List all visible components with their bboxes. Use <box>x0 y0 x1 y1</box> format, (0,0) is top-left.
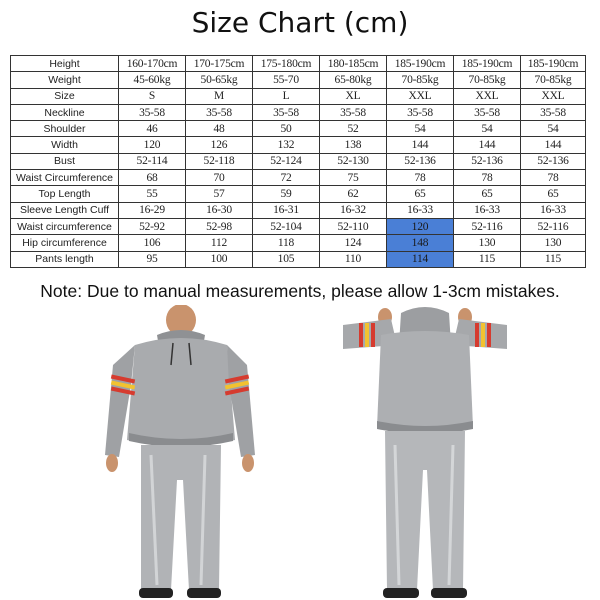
table-cell: 70-85kg <box>521 72 586 88</box>
table-cell: 144 <box>387 137 454 153</box>
table-cell: 115 <box>521 251 586 267</box>
table-cell: 55-70 <box>253 72 320 88</box>
product-photo-back <box>335 305 515 600</box>
table-cell: 35-58 <box>454 104 521 120</box>
table-cell: M <box>186 88 253 104</box>
table-cell: 35-58 <box>253 104 320 120</box>
table-cell: 105 <box>253 251 320 267</box>
table-cell: 160-170cm <box>119 56 186 72</box>
table-cell: 185-190cm <box>454 56 521 72</box>
table-row <box>11 202 586 218</box>
table-cell: 72 <box>253 170 320 186</box>
table-cell: 16-33 <box>387 202 454 218</box>
table-cell: 78 <box>521 170 586 186</box>
table-cell: 52-104 <box>253 218 320 234</box>
table-cell: 35-58 <box>186 104 253 120</box>
table-cell: S <box>119 88 186 104</box>
table-row <box>11 251 586 267</box>
table-cell: 180-185cm <box>320 56 387 72</box>
table-cell: 100 <box>186 251 253 267</box>
table-cell: 16-33 <box>454 202 521 218</box>
table-cell: 52-118 <box>186 153 253 169</box>
table-cell: 114 <box>387 251 454 267</box>
table-cell: 62 <box>320 186 387 202</box>
table-cell: 55 <box>119 186 186 202</box>
table-cell: 65 <box>454 186 521 202</box>
measurement-note: Note: Due to manual measurements, please allow 1-3cm mistakes. <box>40 281 560 301</box>
table-cell: 130 <box>454 235 521 251</box>
table-cell: 16-33 <box>521 202 586 218</box>
table-cell: 75 <box>320 170 387 186</box>
table-cell: 148 <box>387 235 454 251</box>
table-cell: 138 <box>320 137 387 153</box>
table-row <box>11 56 586 72</box>
table-cell: 16-30 <box>186 202 253 218</box>
table-cell: 144 <box>521 137 586 153</box>
table-cell: 16-29 <box>119 202 186 218</box>
table-cell: 52-130 <box>320 153 387 169</box>
table-cell: 185-190cm <box>521 56 586 72</box>
table-cell: 57 <box>186 186 253 202</box>
table-cell: 144 <box>454 137 521 153</box>
table-cell: 112 <box>186 235 253 251</box>
page-title: Size Chart (cm) <box>191 6 409 39</box>
table-cell: 52-116 <box>521 218 586 234</box>
table-cell: 120 <box>387 218 454 234</box>
table-cell: 126 <box>186 137 253 153</box>
table-cell: 78 <box>454 170 521 186</box>
row-label: Pants length <box>11 251 119 267</box>
table-cell: 52-124 <box>253 153 320 169</box>
row-label: Width <box>11 137 119 153</box>
table-cell: 106 <box>119 235 186 251</box>
table-row <box>11 153 586 169</box>
table-cell: 52-136 <box>521 153 586 169</box>
row-label: Shoulder <box>11 121 119 137</box>
table-cell: 35-58 <box>521 104 586 120</box>
table-cell: 70 <box>186 170 253 186</box>
table-cell: 52-116 <box>454 218 521 234</box>
row-label: Top Length <box>11 186 119 202</box>
table-cell: 52-110 <box>320 218 387 234</box>
table-row <box>11 104 586 120</box>
table-cell: 65 <box>521 186 586 202</box>
table-row <box>11 137 586 153</box>
table-cell: 52-114 <box>119 153 186 169</box>
table-cell: 35-58 <box>119 104 186 120</box>
row-label: Size <box>11 88 119 104</box>
table-cell: 50-65kg <box>186 72 253 88</box>
table-cell: XL <box>320 88 387 104</box>
table-cell: 59 <box>253 186 320 202</box>
row-label: Neckline <box>11 104 119 120</box>
table-cell: 170-175cm <box>186 56 253 72</box>
table-cell: 54 <box>521 121 586 137</box>
table-cell: 65 <box>387 186 454 202</box>
table-row <box>11 72 586 88</box>
row-label: Hip circumference <box>11 235 119 251</box>
table-cell: 124 <box>320 235 387 251</box>
table-cell: 118 <box>253 235 320 251</box>
row-label: Waist circumference <box>11 218 119 234</box>
product-photo-front <box>95 305 265 600</box>
table-cell: XXL <box>387 88 454 104</box>
row-label: Sleeve Length Cuff <box>11 202 119 218</box>
row-label: Waist Circumference <box>11 170 119 186</box>
table-row <box>11 170 586 186</box>
table-cell: 78 <box>387 170 454 186</box>
table-cell: L <box>253 88 320 104</box>
table-cell: 46 <box>119 121 186 137</box>
row-label: Bust <box>11 153 119 169</box>
table-cell: 35-58 <box>387 104 454 120</box>
table-cell: 110 <box>320 251 387 267</box>
table-cell: 48 <box>186 121 253 137</box>
table-cell: 185-190cm <box>387 56 454 72</box>
table-row <box>11 235 586 251</box>
table-cell: 70-85kg <box>387 72 454 88</box>
table-cell: 52 <box>320 121 387 137</box>
table-row <box>11 88 586 104</box>
table-cell: 95 <box>119 251 186 267</box>
table-row <box>11 121 586 137</box>
table-cell: 16-32 <box>320 202 387 218</box>
table-cell: 120 <box>119 137 186 153</box>
table-cell: 175-180cm <box>253 56 320 72</box>
table-cell: XXL <box>454 88 521 104</box>
table-cell: 52-136 <box>387 153 454 169</box>
table-cell: 115 <box>454 251 521 267</box>
table-cell: XXL <box>521 88 586 104</box>
table-cell: 35-58 <box>320 104 387 120</box>
table-cell: 45-60kg <box>119 72 186 88</box>
table-cell: 50 <box>253 121 320 137</box>
row-label: Weight <box>11 72 119 88</box>
table-cell: 16-31 <box>253 202 320 218</box>
size-chart-table <box>10 55 586 268</box>
table-cell: 52-92 <box>119 218 186 234</box>
table-cell: 52-136 <box>454 153 521 169</box>
table-cell: 54 <box>387 121 454 137</box>
table-cell: 54 <box>454 121 521 137</box>
row-label: Height <box>11 56 119 72</box>
table-cell: 70-85kg <box>454 72 521 88</box>
table-cell: 132 <box>253 137 320 153</box>
table-cell: 130 <box>521 235 586 251</box>
table-row <box>11 218 586 234</box>
table-row <box>11 186 586 202</box>
table-cell: 52-98 <box>186 218 253 234</box>
table-cell: 65-80kg <box>320 72 387 88</box>
table-cell: 68 <box>119 170 186 186</box>
